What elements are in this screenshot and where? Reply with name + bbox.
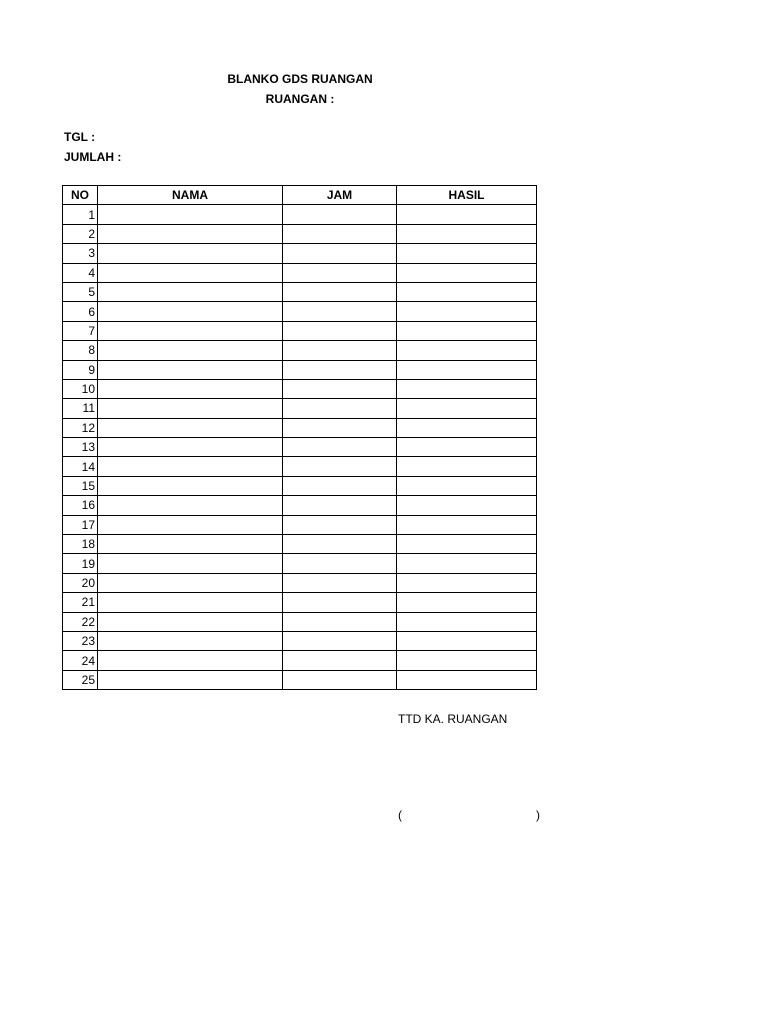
row-number: 13 <box>63 438 98 457</box>
cell-jam <box>283 496 397 515</box>
cell-nama <box>98 205 283 224</box>
cell-jam <box>283 418 397 437</box>
cell-jam <box>283 593 397 612</box>
cell-jam <box>283 554 397 573</box>
table-row <box>63 438 537 457</box>
cell-jam <box>283 515 397 534</box>
table-row <box>63 263 537 282</box>
cell-hasil <box>397 651 537 670</box>
row-number: 6 <box>63 302 98 321</box>
cell-jam <box>283 670 397 689</box>
row-number: 3 <box>63 244 98 263</box>
row-number: 4 <box>63 263 98 282</box>
table-row <box>63 418 537 437</box>
cell-hasil <box>397 670 537 689</box>
signature-paren-open: ( <box>398 808 402 822</box>
table-row <box>63 631 537 650</box>
row-number: 20 <box>63 573 98 592</box>
row-number: 11 <box>63 399 98 418</box>
cell-jam <box>283 457 397 476</box>
row-number: 15 <box>63 476 98 495</box>
header-no: NO <box>63 186 98 205</box>
cell-nama <box>98 476 283 495</box>
row-number: 10 <box>63 379 98 398</box>
cell-jam <box>283 651 397 670</box>
row-number: 8 <box>63 341 98 360</box>
row-number: 9 <box>63 360 98 379</box>
row-number: 16 <box>63 496 98 515</box>
row-number: 22 <box>63 612 98 631</box>
header-hasil: HASIL <box>397 186 537 205</box>
row-number: 19 <box>63 554 98 573</box>
cell-nama <box>98 631 283 650</box>
cell-nama <box>98 321 283 340</box>
cell-nama <box>98 379 283 398</box>
cell-nama <box>98 651 283 670</box>
cell-hasil <box>397 360 537 379</box>
cell-jam <box>283 438 397 457</box>
cell-jam <box>283 263 397 282</box>
cell-hasil <box>397 418 537 437</box>
cell-jam <box>283 476 397 495</box>
row-number: 25 <box>63 670 98 689</box>
cell-nama <box>98 670 283 689</box>
row-number: 1 <box>63 205 98 224</box>
header-jam: JAM <box>283 186 397 205</box>
row-number: 18 <box>63 535 98 554</box>
cell-jam <box>283 224 397 243</box>
cell-hasil <box>397 476 537 495</box>
table-row <box>63 670 537 689</box>
cell-hasil <box>397 379 537 398</box>
table-row <box>63 651 537 670</box>
cell-jam <box>283 282 397 301</box>
row-number: 12 <box>63 418 98 437</box>
cell-nama <box>98 457 283 476</box>
document-title: BLANKO GDS RUANGAN <box>227 72 373 86</box>
cell-hasil <box>397 263 537 282</box>
row-number: 21 <box>63 593 98 612</box>
cell-nama <box>98 341 283 360</box>
signature-caption: TTD KA. RUANGAN <box>398 712 508 726</box>
table-row <box>63 302 537 321</box>
cell-jam <box>283 573 397 592</box>
room-label: RUANGAN : <box>265 92 335 106</box>
cell-hasil <box>397 438 537 457</box>
cell-nama <box>98 244 283 263</box>
cell-hasil <box>397 554 537 573</box>
row-number: 2 <box>63 224 98 243</box>
table-row <box>63 515 537 534</box>
table-row <box>63 360 537 379</box>
table-row <box>63 457 537 476</box>
cell-nama <box>98 399 283 418</box>
cell-hasil <box>397 631 537 650</box>
row-number: 7 <box>63 321 98 340</box>
cell-nama <box>98 418 283 437</box>
cell-nama <box>98 573 283 592</box>
table-row <box>63 496 537 515</box>
cell-hasil <box>397 341 537 360</box>
table-row <box>63 379 537 398</box>
table-row <box>63 244 537 263</box>
cell-jam <box>283 205 397 224</box>
cell-nama <box>98 515 283 534</box>
row-number: 23 <box>63 631 98 650</box>
cell-jam <box>283 379 397 398</box>
cell-jam <box>283 399 397 418</box>
table-row <box>63 612 537 631</box>
table-row <box>63 282 537 301</box>
table-row <box>63 593 537 612</box>
attendance-table <box>62 185 537 690</box>
cell-jam <box>283 341 397 360</box>
cell-nama <box>98 360 283 379</box>
row-number: 5 <box>63 282 98 301</box>
signature-paren-close: ) <box>536 808 540 822</box>
table-row <box>63 341 537 360</box>
cell-jam <box>283 321 397 340</box>
cell-hasil <box>397 496 537 515</box>
cell-hasil <box>397 612 537 631</box>
cell-hasil <box>397 282 537 301</box>
cell-hasil <box>397 515 537 534</box>
table-row <box>63 399 537 418</box>
cell-nama <box>98 535 283 554</box>
cell-nama <box>98 496 283 515</box>
cell-nama <box>98 302 283 321</box>
table-row <box>63 476 537 495</box>
cell-jam <box>283 302 397 321</box>
cell-jam <box>283 631 397 650</box>
row-number: 24 <box>63 651 98 670</box>
cell-hasil <box>397 535 537 554</box>
cell-jam <box>283 360 397 379</box>
table-row <box>63 321 537 340</box>
cell-hasil <box>397 302 537 321</box>
cell-hasil <box>397 205 537 224</box>
cell-jam <box>283 535 397 554</box>
table-row <box>63 554 537 573</box>
cell-hasil <box>397 321 537 340</box>
table-row <box>63 535 537 554</box>
cell-hasil <box>397 399 537 418</box>
date-label: TGL : <box>64 130 96 144</box>
cell-nama <box>98 224 283 243</box>
cell-nama <box>98 438 283 457</box>
cell-nama <box>98 282 283 301</box>
cell-nama <box>98 263 283 282</box>
table-row <box>63 573 537 592</box>
cell-jam <box>283 612 397 631</box>
table-row <box>63 205 537 224</box>
cell-jam <box>283 244 397 263</box>
cell-hasil <box>397 573 537 592</box>
row-number: 14 <box>63 457 98 476</box>
row-number: 17 <box>63 515 98 534</box>
cell-hasil <box>397 457 537 476</box>
header-nama: NAMA <box>98 186 283 205</box>
cell-nama <box>98 593 283 612</box>
table-row <box>63 224 537 243</box>
cell-nama <box>98 554 283 573</box>
cell-hasil <box>397 224 537 243</box>
cell-hasil <box>397 593 537 612</box>
cell-nama <box>98 612 283 631</box>
table-header-row <box>63 186 537 205</box>
total-label: JUMLAH : <box>64 150 122 164</box>
cell-hasil <box>397 244 537 263</box>
